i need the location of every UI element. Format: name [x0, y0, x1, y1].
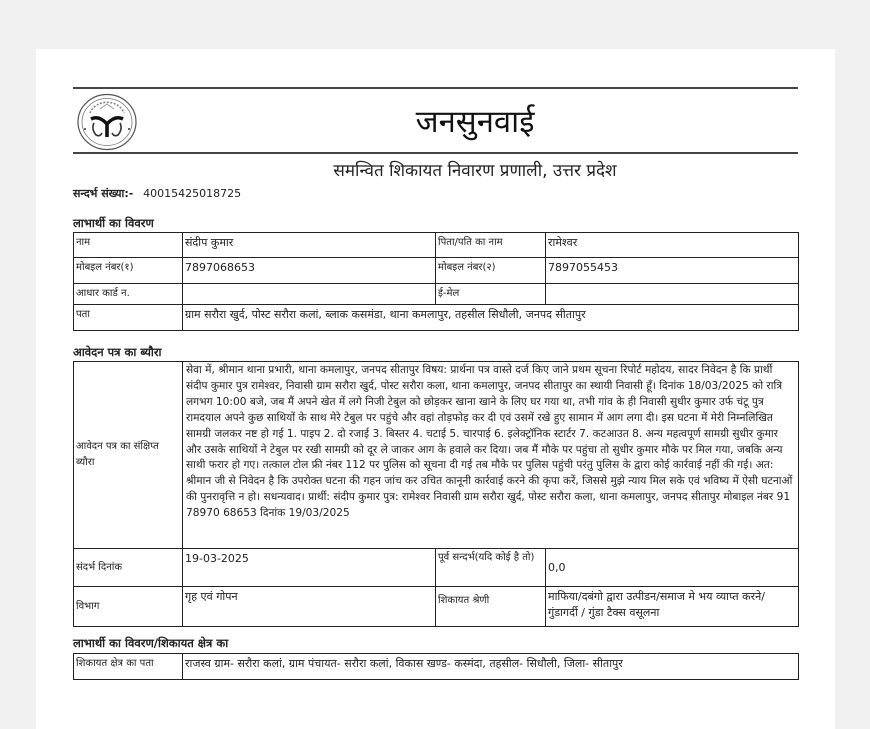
reference-date-value: 19-03-2025 — [183, 549, 436, 587]
header-bottom-rule — [73, 152, 798, 154]
aadhaar-label: आधार कार्ड न. — [74, 284, 183, 305]
summary-text: सेवा में, श्रीमान थाना प्रभारी, थाना कमलापुर, जनपद सीतापुर विषय: प्रार्थना पत्र वास्ते दर्ज किए जाने प्रथम सूचना रिपोर्ट महोदय, सादर निवेदन है कि प्रार्थी संदीप कुमार पुत्र रामेश्वर, निवासी ग्राम सरौरा खुर्द, पोस्ट सरौरा कला, थाना कमलापुर, जनपद सीतापुर का स्थायी निवासी हूँ। दिनांक 18/03/2025 को रात्रि लगभग 10:00 बजे, जब मैं अपने खेत में लगे निजी टेबुल को छोड़कर खाना खाने के लिए घर गया था, तभी गांव के ही निवासी सुधीर कुमार उर्फ चंटू पुत्र रामदयाल अपने कुछ साथियों के साथ मेरे टेबुल पर पहुंचे और वहां तोड़फोड़ कर दी एवं उसमें रखे हुए सामान में आग लगा दी। इस घटना में मेरी निम्नलिखित सामग्री जलकर नष्ट हो गई 1. पाइप 2. दो रजाई 3. बिस्तर 4. चटाई 5. चारपाई 6. इलेक्ट्रॉनिक स्टार्टर 7. कटआउत 8. अन्य महत्वपूर्ण सामग्री सुधीर कुमार और उसके साथियों ने टेबुल पर रखी सामग्री को दूर ले जाकर आग के हवाले कर दिया। जब मैं मौके पर पहुंचा तो सुधीर कुमार मौके पर मिल गया, जबकि अन्य साथी फरार हो गए। तत्काल टोल फ्री नंबर 112 पर पुलिस को सूचना दी गई तब मौके पर पुलिस पहुंची परंतु पुलिस के द्वारा कोई कार्रवाई नहीं की गई। अत: श्रीमान जी से निवेदन है कि उपरोक्त घटना की गहन जांच कर उचित कानूनी कार्रवाई करने की कृपा करें, जिससे मुझे न्याय मिल सके एवं भविष्य में ऐसी घटनाओं की पुनरावृत्ति न हो। सधन्यवाद। प्रार्थी: संदीप कुमार पुत्र: रामेश्वर निवासी ग्राम सरौरा खुर्द, पोस्ट सरौरा कला, थाना कमलापुर, जनपद सीतापुर मोबाइल नंबर 91 78970 68653 दिनांक 19/03/2025 — [183, 362, 799, 549]
email-label: ई-मेल — [436, 284, 546, 305]
reference-number-label: सन्दर्भ संख्या:- — [73, 187, 134, 200]
father-name-label: पिता/पति का नाम — [436, 233, 546, 258]
table-row — [74, 258, 799, 284]
mobile1-label: मोबइल नंबर(१) — [74, 258, 183, 284]
up-government-emblem-icon — [76, 93, 138, 151]
mobile2-label: मोबइल नंबर(२) — [436, 258, 546, 284]
complaint-area-address-value: राजस्व ग्राम- सरौरा कलां, ग्राम पंचायत- सरौरा कलां, विकास खण्ड- कस्मंदा, तहसील- सिधौली, जिला- सीतापुर — [183, 654, 799, 680]
application-details-table — [73, 361, 799, 627]
reference-number-line — [73, 186, 241, 201]
mobile2-value: 7897055453 — [546, 258, 799, 284]
table-row — [74, 362, 799, 549]
name-label: नाम — [74, 233, 183, 258]
table-row — [74, 549, 799, 587]
beneficiary-details-table — [73, 232, 799, 331]
table-row — [74, 654, 799, 680]
reference-date-label: संदर्भ दिनांक — [74, 549, 183, 587]
complaint-category-label: शिकायत श्रेणी — [436, 587, 546, 627]
page-title: जनसुनवाई — [415, 104, 535, 140]
email-value — [546, 284, 799, 305]
application-section-heading: आवेदन पत्र का ब्यौरा — [73, 345, 162, 359]
reference-number-value: 40015425018725 — [143, 187, 242, 200]
mobile1-value: 7897068653 — [183, 258, 436, 284]
aadhaar-value — [183, 284, 436, 305]
complaint-area-address-label: शिकायत क्षेत्र का पता — [74, 654, 183, 680]
summary-label: आवेदन पत्र का संक्षिप्त ब्यौरा — [74, 362, 183, 549]
name-value: संदीप कुमार — [183, 233, 436, 258]
father-name-value: रामेश्वर — [546, 233, 799, 258]
complaint-area-section-heading: लाभार्थी का विवरण/शिकायत क्षेत्र का — [73, 636, 229, 650]
complaint-area-table — [73, 653, 799, 680]
address-label: पता — [74, 305, 183, 331]
address-value: ग्राम सरौरा खुर्द, पोस्ट सरौरा कलां, ब्लाक कसमंडा, थाना कमलापुर, तहसील सिधौली, जनपद सीतापुर — [183, 305, 799, 331]
table-row — [74, 305, 799, 331]
table-row — [74, 587, 799, 627]
page-subtitle: समन्वित शिकायत निवारण प्रणाली, उत्तर प्रदेश — [333, 161, 617, 181]
department-label: विभाग — [74, 587, 183, 627]
beneficiary-section-heading: लाभार्थी का विवरण — [73, 216, 154, 230]
table-row — [74, 233, 799, 258]
previous-reference-label: पूर्व सन्दर्भ(यदि कोई है तो) — [436, 549, 546, 587]
complaint-category-value: माफिया/दबंगो द्वारा उत्पीडन/समाज मे भय व्याप्त करने/ गुंडागर्दी / गुंडा टैक्स वसूलना — [546, 587, 799, 627]
header-top-rule — [73, 87, 798, 89]
previous-reference-value: 0,0 — [546, 549, 799, 587]
department-value: गृह एवं गोपन — [183, 587, 436, 627]
table-row — [74, 284, 799, 305]
